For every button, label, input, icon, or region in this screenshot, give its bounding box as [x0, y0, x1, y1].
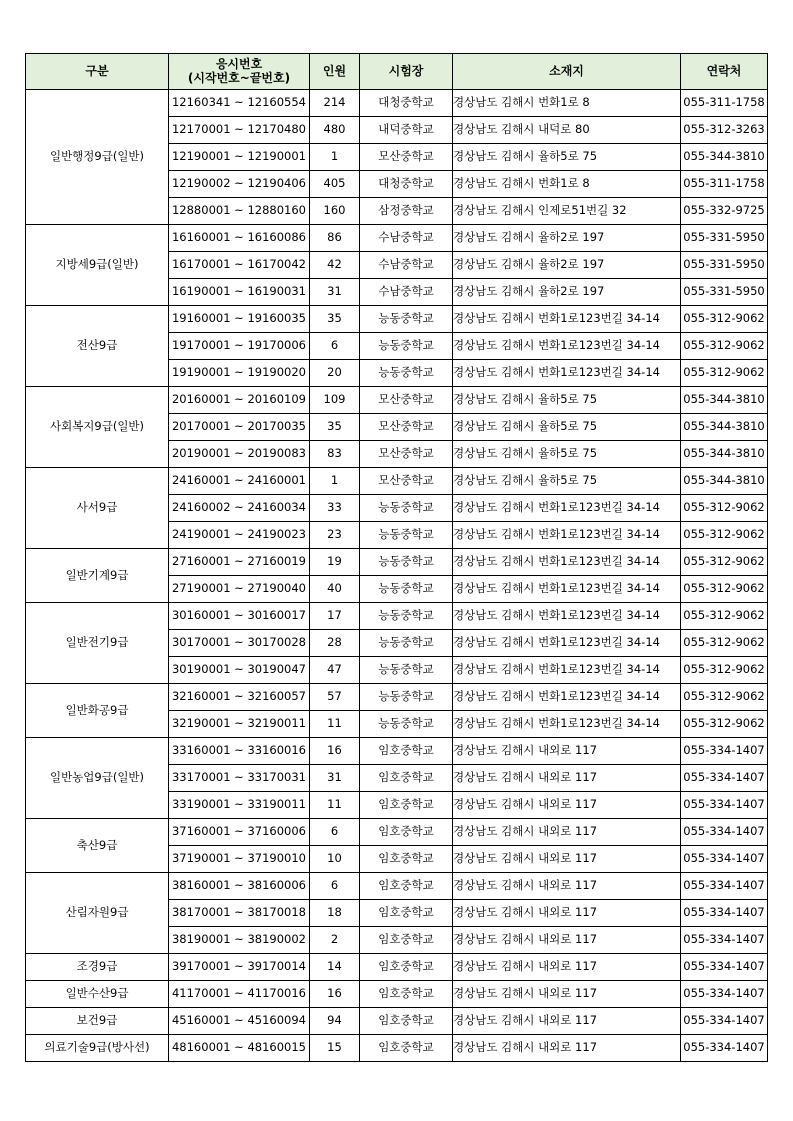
table-row	[26, 873, 768, 900]
venue-phone: 055-334-1407	[681, 846, 768, 873]
venue-address: 경상남도 김해시 내외로 117	[453, 1035, 681, 1062]
category-cell: 일반전기9급	[26, 603, 169, 684]
venue-address: 경상남도 김해시 번화1로123번길 34-14	[453, 630, 681, 657]
exam-number-range: 19170001 ~ 19170006	[169, 333, 310, 360]
exam-number-range: 37190001 ~ 37190010	[169, 846, 310, 873]
category-cell: 전산9급	[26, 306, 169, 387]
venue-address: 경상남도 김해시 내외로 117	[453, 900, 681, 927]
exam-number-range: 27190001 ~ 27190040	[169, 576, 310, 603]
exam-number-range: 30170001 ~ 30170028	[169, 630, 310, 657]
applicant-count: 16	[310, 738, 360, 765]
venue-address: 경상남도 김해시 내덕로 80	[453, 117, 681, 144]
venue-address: 경상남도 김해시 인제로51번길 32	[453, 198, 681, 225]
venue-phone: 055-334-1407	[681, 981, 768, 1008]
table-header	[26, 54, 768, 90]
applicant-count: 42	[310, 252, 360, 279]
venue-phone: 055-312-3263	[681, 117, 768, 144]
header-venue: 시험장	[360, 54, 453, 90]
venue-name: 임호중학교	[360, 954, 453, 981]
table-row	[26, 468, 768, 495]
exam-number-range: 38190001 ~ 38190002	[169, 927, 310, 954]
category-cell: 의료기술9급(방사선)	[26, 1035, 169, 1062]
venue-phone: 055-334-1407	[681, 792, 768, 819]
venue-name: 임호중학교	[360, 873, 453, 900]
venue-phone: 055-334-1407	[681, 873, 768, 900]
venue-phone: 055-312-9062	[681, 603, 768, 630]
venue-phone: 055-311-1758	[681, 90, 768, 117]
table-row	[26, 387, 768, 414]
venue-phone: 055-312-9062	[681, 333, 768, 360]
venue-address: 경상남도 김해시 내외로 117	[453, 792, 681, 819]
venue-phone: 055-334-1407	[681, 1008, 768, 1035]
venue-name: 능동중학교	[360, 576, 453, 603]
category-cell: 산림자원9급	[26, 873, 169, 954]
venue-address: 경상남도 김해시 율하5로 75	[453, 468, 681, 495]
applicant-count: 1	[310, 144, 360, 171]
venue-address: 경상남도 김해시 내외로 117	[453, 981, 681, 1008]
venue-name: 수남중학교	[360, 279, 453, 306]
exam-number-range: 33160001 ~ 33160016	[169, 738, 310, 765]
exam-number-range: 24160002 ~ 24160034	[169, 495, 310, 522]
venue-phone: 055-331-5950	[681, 252, 768, 279]
applicant-count: 19	[310, 549, 360, 576]
applicant-count: 31	[310, 765, 360, 792]
exam-number-range: 41170001 ~ 41170016	[169, 981, 310, 1008]
venue-name: 임호중학교	[360, 846, 453, 873]
applicant-count: 11	[310, 711, 360, 738]
venue-phone: 055-334-1407	[681, 927, 768, 954]
venue-phone: 055-334-1407	[681, 819, 768, 846]
table-row	[26, 225, 768, 252]
applicant-count: 17	[310, 603, 360, 630]
venue-address: 경상남도 김해시 번화1로123번길 34-14	[453, 360, 681, 387]
exam-number-range: 12160341 ~ 12160554	[169, 90, 310, 117]
applicant-count: 94	[310, 1008, 360, 1035]
venue-name: 모산중학교	[360, 387, 453, 414]
table-row	[26, 1035, 768, 1062]
exam-number-range: 19160001 ~ 19160035	[169, 306, 310, 333]
venue-address: 경상남도 김해시 내외로 117	[453, 927, 681, 954]
venue-phone: 055-311-1758	[681, 171, 768, 198]
exam-number-range: 20160001 ~ 20160109	[169, 387, 310, 414]
table-row	[26, 1008, 768, 1035]
exam-number-range: 27160001 ~ 27160019	[169, 549, 310, 576]
category-cell: 사회복지9급(일반)	[26, 387, 169, 468]
venue-phone: 055-344-3810	[681, 144, 768, 171]
venue-name: 능동중학교	[360, 630, 453, 657]
exam-number-range: 33190001 ~ 33190011	[169, 792, 310, 819]
venue-phone: 055-312-9062	[681, 657, 768, 684]
venue-address: 경상남도 김해시 번화1로123번길 34-14	[453, 333, 681, 360]
header-row	[26, 54, 768, 90]
venue-address: 경상남도 김해시 내외로 117	[453, 954, 681, 981]
venue-address: 경상남도 김해시 내외로 117	[453, 765, 681, 792]
venue-address: 경상남도 김해시 번화1로123번길 34-14	[453, 495, 681, 522]
venue-name: 모산중학교	[360, 441, 453, 468]
venue-name: 능동중학교	[360, 549, 453, 576]
venue-name: 능동중학교	[360, 306, 453, 333]
venue-name: 능동중학교	[360, 711, 453, 738]
applicant-count: 40	[310, 576, 360, 603]
category-cell: 지방세9급(일반)	[26, 225, 169, 306]
venue-name: 임호중학교	[360, 981, 453, 1008]
venue-phone: 055-332-9725	[681, 198, 768, 225]
applicant-count: 47	[310, 657, 360, 684]
venue-name: 수남중학교	[360, 225, 453, 252]
venue-name: 능동중학교	[360, 495, 453, 522]
applicant-count: 11	[310, 792, 360, 819]
venue-phone: 055-334-1407	[681, 954, 768, 981]
exam-number-range: 24160001 ~ 24160001	[169, 468, 310, 495]
exam-number-range: 32190001 ~ 32190011	[169, 711, 310, 738]
venue-name: 임호중학교	[360, 927, 453, 954]
venue-address: 경상남도 김해시 내외로 117	[453, 819, 681, 846]
venue-phone: 055-312-9062	[681, 495, 768, 522]
applicant-count: 480	[310, 117, 360, 144]
venue-address: 경상남도 김해시 번화1로123번길 34-14	[453, 684, 681, 711]
header-exam-number-line2: (시작번호~끝번호)	[187, 70, 291, 85]
venue-name: 임호중학교	[360, 819, 453, 846]
applicant-count: 1	[310, 468, 360, 495]
applicant-count: 2	[310, 927, 360, 954]
header-category: 구분	[26, 54, 169, 90]
venue-phone: 055-312-9062	[681, 522, 768, 549]
exam-number-range: 16170001 ~ 16170042	[169, 252, 310, 279]
table-row	[26, 549, 768, 576]
applicant-count: 18	[310, 900, 360, 927]
applicant-count: 214	[310, 90, 360, 117]
exam-number-range: 30190001 ~ 30190047	[169, 657, 310, 684]
applicant-count: 160	[310, 198, 360, 225]
exam-number-range: 32160001 ~ 32160057	[169, 684, 310, 711]
venue-phone: 055-312-9062	[681, 684, 768, 711]
category-cell: 일반기계9급	[26, 549, 169, 603]
applicant-count: 6	[310, 873, 360, 900]
venue-address: 경상남도 김해시 율하2로 197	[453, 252, 681, 279]
venue-name: 내덕중학교	[360, 117, 453, 144]
applicant-count: 20	[310, 360, 360, 387]
venue-phone: 055-344-3810	[681, 387, 768, 414]
applicant-count: 35	[310, 414, 360, 441]
header-count: 인원	[310, 54, 360, 90]
venue-phone: 055-312-9062	[681, 306, 768, 333]
venue-name: 대청중학교	[360, 90, 453, 117]
category-cell: 사서9급	[26, 468, 169, 549]
exam-number-range: 38170001 ~ 38170018	[169, 900, 310, 927]
table-row	[26, 306, 768, 333]
venue-address: 경상남도 김해시 율하5로 75	[453, 387, 681, 414]
venue-address: 경상남도 김해시 번화1로123번길 34-14	[453, 522, 681, 549]
header-address: 소재지	[453, 54, 681, 90]
venue-phone: 055-312-9062	[681, 576, 768, 603]
category-cell: 일반수산9급	[26, 981, 169, 1008]
table-body	[26, 90, 768, 1062]
exam-venue-table	[25, 53, 768, 1062]
exam-number-range: 39170001 ~ 39170014	[169, 954, 310, 981]
applicant-count: 14	[310, 954, 360, 981]
table-row	[26, 90, 768, 117]
table-row	[26, 738, 768, 765]
applicant-count: 405	[310, 171, 360, 198]
applicant-count: 83	[310, 441, 360, 468]
venue-name: 삼정중학교	[360, 198, 453, 225]
venue-name: 능동중학교	[360, 684, 453, 711]
venue-phone: 055-331-5950	[681, 225, 768, 252]
table-row	[26, 819, 768, 846]
category-cell: 조경9급	[26, 954, 169, 981]
venue-name: 임호중학교	[360, 1008, 453, 1035]
applicant-count: 6	[310, 819, 360, 846]
category-cell: 일반농업9급(일반)	[26, 738, 169, 819]
venue-name: 모산중학교	[360, 468, 453, 495]
venue-name: 능동중학교	[360, 333, 453, 360]
category-cell: 일반행정9급(일반)	[26, 90, 169, 225]
exam-number-range: 12880001 ~ 12880160	[169, 198, 310, 225]
venue-address: 경상남도 김해시 율하5로 75	[453, 144, 681, 171]
venue-phone: 055-312-9062	[681, 630, 768, 657]
venue-phone: 055-344-3810	[681, 441, 768, 468]
venue-address: 경상남도 김해시 내외로 117	[453, 873, 681, 900]
venue-phone: 055-331-5950	[681, 279, 768, 306]
exam-number-range: 38160001 ~ 38160006	[169, 873, 310, 900]
venue-address: 경상남도 김해시 번화1로123번길 34-14	[453, 603, 681, 630]
exam-number-range: 30160001 ~ 30160017	[169, 603, 310, 630]
venue-phone: 055-334-1407	[681, 900, 768, 927]
venue-phone: 055-312-9062	[681, 549, 768, 576]
table-row	[26, 684, 768, 711]
applicant-count: 15	[310, 1035, 360, 1062]
venue-name: 임호중학교	[360, 738, 453, 765]
venue-phone: 055-312-9062	[681, 360, 768, 387]
venue-name: 모산중학교	[360, 144, 453, 171]
applicant-count: 31	[310, 279, 360, 306]
exam-number-range: 24190001 ~ 24190023	[169, 522, 310, 549]
venue-address: 경상남도 김해시 내외로 117	[453, 1008, 681, 1035]
venue-name: 능동중학교	[360, 657, 453, 684]
applicant-count: 16	[310, 981, 360, 1008]
venue-address: 경상남도 김해시 번화1로 8	[453, 90, 681, 117]
venue-name: 대청중학교	[360, 171, 453, 198]
venue-address: 경상남도 김해시 번화1로123번길 34-14	[453, 549, 681, 576]
venue-phone: 055-344-3810	[681, 468, 768, 495]
venue-address: 경상남도 김해시 번화1로123번길 34-14	[453, 306, 681, 333]
venue-name: 모산중학교	[360, 414, 453, 441]
applicant-count: 35	[310, 306, 360, 333]
venue-phone: 055-334-1407	[681, 1035, 768, 1062]
venue-name: 임호중학교	[360, 1035, 453, 1062]
category-cell: 축산9급	[26, 819, 169, 873]
venue-address: 경상남도 김해시 번화1로123번길 34-14	[453, 711, 681, 738]
venue-address: 경상남도 김해시 번화1로 8	[453, 171, 681, 198]
table-row	[26, 603, 768, 630]
header-phone: 연락처	[681, 54, 768, 90]
table-row	[26, 981, 768, 1008]
venue-address: 경상남도 김해시 율하2로 197	[453, 279, 681, 306]
exam-number-range: 33170001 ~ 33170031	[169, 765, 310, 792]
venue-address: 경상남도 김해시 내외로 117	[453, 738, 681, 765]
exam-number-range: 12170001 ~ 12170480	[169, 117, 310, 144]
exam-number-range: 48160001 ~ 48160015	[169, 1035, 310, 1062]
applicant-count: 10	[310, 846, 360, 873]
venue-name: 능동중학교	[360, 522, 453, 549]
venue-name: 능동중학교	[360, 603, 453, 630]
venue-name: 능동중학교	[360, 360, 453, 387]
venue-name: 수남중학교	[360, 252, 453, 279]
exam-number-range: 16160001 ~ 16160086	[169, 225, 310, 252]
exam-number-range: 20190001 ~ 20190083	[169, 441, 310, 468]
exam-number-range: 20170001 ~ 20170035	[169, 414, 310, 441]
applicant-count: 23	[310, 522, 360, 549]
venue-address: 경상남도 김해시 번화1로123번길 34-14	[453, 576, 681, 603]
table-row	[26, 954, 768, 981]
applicant-count: 6	[310, 333, 360, 360]
exam-number-range: 37160001 ~ 37160006	[169, 819, 310, 846]
applicant-count: 28	[310, 630, 360, 657]
venue-phone: 055-334-1407	[681, 765, 768, 792]
header-exam-number-line1: 응시번호	[215, 56, 263, 71]
venue-address: 경상남도 김해시 율하5로 75	[453, 414, 681, 441]
category-cell: 일반화공9급	[26, 684, 169, 738]
venue-phone: 055-312-9062	[681, 711, 768, 738]
venue-address: 경상남도 김해시 율하2로 197	[453, 225, 681, 252]
venue-address: 경상남도 김해시 번화1로123번길 34-14	[453, 657, 681, 684]
exam-number-range: 45160001 ~ 45160094	[169, 1008, 310, 1035]
venue-phone: 055-344-3810	[681, 414, 768, 441]
exam-number-range: 19190001 ~ 19190020	[169, 360, 310, 387]
exam-number-range: 16190001 ~ 16190031	[169, 279, 310, 306]
venue-name: 임호중학교	[360, 765, 453, 792]
venue-address: 경상남도 김해시 율하5로 75	[453, 441, 681, 468]
applicant-count: 57	[310, 684, 360, 711]
category-cell: 보건9급	[26, 1008, 169, 1035]
header-exam-number	[169, 54, 310, 90]
venue-address: 경상남도 김해시 내외로 117	[453, 846, 681, 873]
venue-name: 임호중학교	[360, 792, 453, 819]
venue-name: 임호중학교	[360, 900, 453, 927]
applicant-count: 109	[310, 387, 360, 414]
venue-phone: 055-334-1407	[681, 738, 768, 765]
applicant-count: 86	[310, 225, 360, 252]
exam-number-range: 12190001 ~ 12190001	[169, 144, 310, 171]
exam-number-range: 12190002 ~ 12190406	[169, 171, 310, 198]
applicant-count: 33	[310, 495, 360, 522]
